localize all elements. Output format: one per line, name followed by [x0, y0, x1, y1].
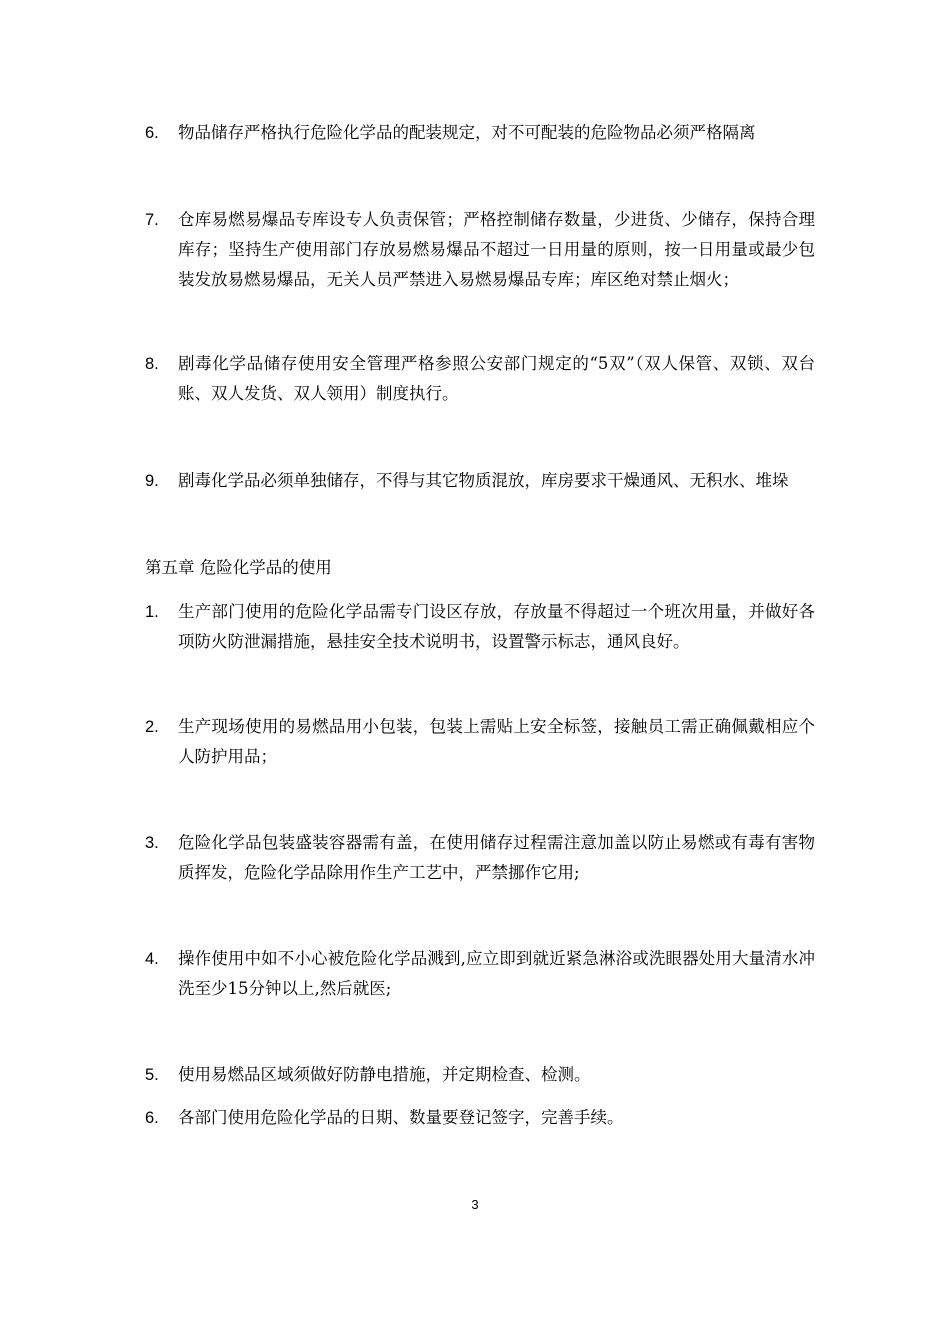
list-item-number: 4. — [145, 950, 159, 968]
chapter-title: 第五章 危险化学品的使用 — [145, 558, 332, 577]
list-item-text: 生产现场使用的易燃品用小包装，包装上需贴上安全标签，接触员工需正确佩戴相应个人防护用品； — [178, 717, 815, 766]
list-item-text: 剧毒化学品必须单独储存，不得与其它物质混放，库房要求干燥通风、无积水、堆垛 — [178, 471, 789, 490]
list-item-text: 生产部门使用的危险化学品需专门设区存放，存放量不得超过一个班次用量，并做好各项防火防泄漏措施，悬挂安全技术说明书，设置警示标志，通风良好。 — [178, 602, 815, 651]
list-item — [145, 1103, 815, 1133]
list-item-number: 7. — [145, 211, 159, 229]
list-item — [145, 349, 815, 409]
list-item — [145, 118, 815, 148]
list-item-text: 物品储存严格执行危险化学品的配装规定，对不可配装的危险物品必须严格隔离 — [178, 123, 756, 142]
list-item — [145, 944, 815, 1004]
list-item — [145, 828, 815, 888]
list-item — [145, 1060, 815, 1090]
list-item-number: 3. — [145, 834, 159, 852]
list-item-text: 剧毒化学品储存使用安全管理严格参照公安部门规定的“5双”（双人保管、双锁、双台账、双人发货、双人领用）制度执行。 — [178, 354, 815, 403]
list-item-number: 6. — [145, 1109, 159, 1127]
list-item-text: 仓库易燃易爆品专库设专人负责保管；严格控制储存数量，少进货、少储存，保持合理库存；坚持生产使用部门存放易燃易爆品不超过一日用量的原则，按一日用量或最少包装发放易燃易爆品，无关人员严禁进入易燃易爆品专库；库区绝对禁止烟火； — [178, 210, 815, 289]
list-item-number: 1. — [145, 603, 159, 621]
list-item-number: 2. — [145, 718, 159, 736]
list-item-number: 5. — [145, 1066, 159, 1084]
list-item — [145, 597, 815, 657]
list-item-number: 9. — [145, 472, 159, 490]
list-item-text: 危险化学品包装盛装容器需有盖，在使用储存过程需注意加盖以防止易燃或有毒有害物质挥发，危险化学品除用作生产工艺中，严禁挪作它用; — [178, 833, 815, 882]
list-item-text: 操作使用中如不小心被危险化学品溅到,应立即到就近紧急淋浴或洗眼器处用大量清水冲洗至少15分钟以上,然后就医; — [178, 949, 815, 998]
list-item-number: 8. — [145, 355, 159, 373]
list-item — [145, 205, 815, 295]
list-item-number: 6. — [145, 124, 159, 142]
list-item-text: 各部门使用危险化学品的日期、数量要登记签字，完善手续。 — [178, 1108, 624, 1127]
page-number: 3 — [471, 1197, 479, 1212]
list-item-text: 使用易燃品区域须做好防静电措施，并定期检查、检测。 — [178, 1065, 591, 1084]
list-item — [145, 712, 815, 772]
list-item — [145, 466, 815, 496]
